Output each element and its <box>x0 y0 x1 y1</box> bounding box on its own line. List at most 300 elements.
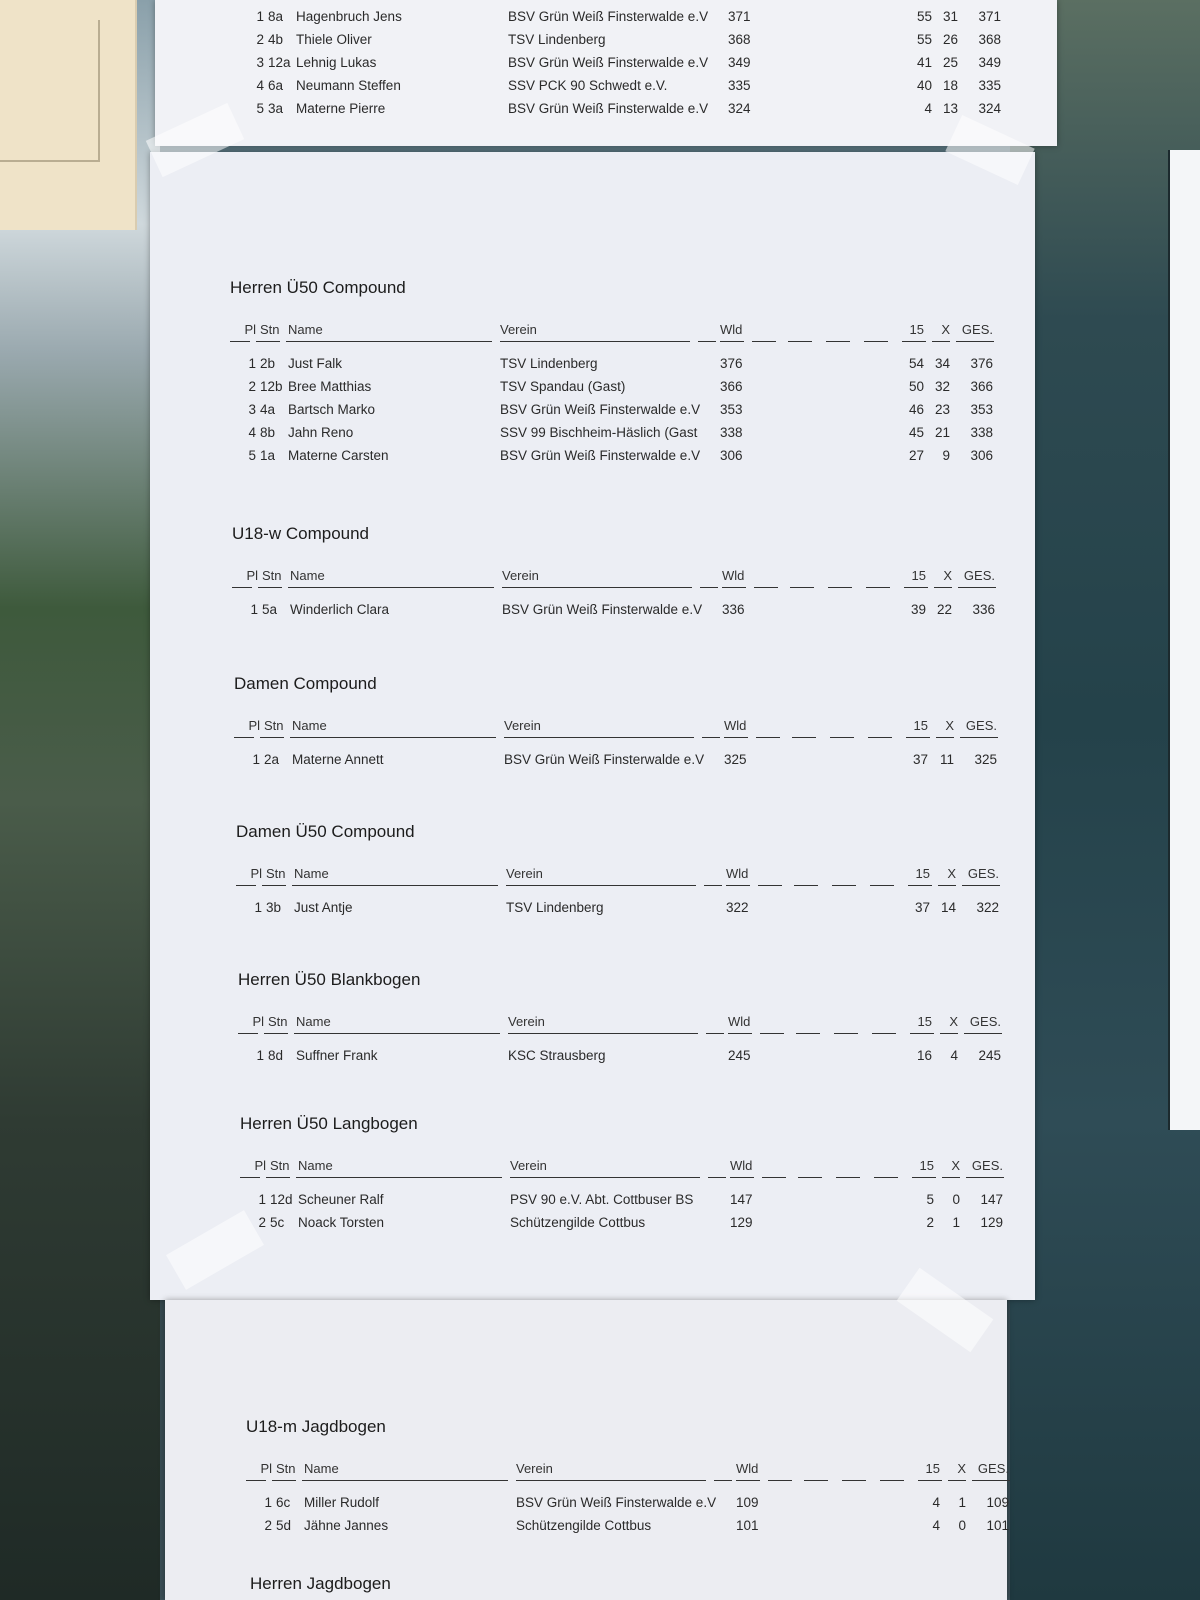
column-header-pl: Pl <box>246 568 258 583</box>
section-row-x: 34 <box>934 356 950 371</box>
section-row-verein: TSV Lindenberg <box>500 356 598 371</box>
header-underline <box>790 587 814 588</box>
section-row-x: 0 <box>958 1518 966 1533</box>
header-underline <box>788 341 812 342</box>
column-header-name: Name <box>304 1461 339 1476</box>
header-underline <box>736 1480 760 1481</box>
top-row-4-pl: 4 <box>256 78 264 93</box>
section-row-wid: 338 <box>720 425 743 440</box>
section-row-stn: 4a <box>260 402 276 417</box>
column-header-stn: Stn <box>266 866 286 881</box>
section-row-pl: 2 <box>248 379 256 394</box>
column-header-ges: GES. <box>961 322 993 337</box>
column-header-c15: 15 <box>925 1461 940 1476</box>
column-header-stn: Stn <box>264 718 284 733</box>
header-underline <box>756 737 780 738</box>
top-row-4-name: Neumann Steffen <box>296 78 401 93</box>
header-underline <box>256 341 280 342</box>
header-underline <box>730 1177 754 1178</box>
column-header-c15: 15 <box>917 1014 932 1029</box>
header-underline <box>768 1480 792 1481</box>
header-underline <box>942 1177 960 1178</box>
top-row-4-verein: SSV PCK 90 Schwedt e.V. <box>508 78 668 93</box>
top-row-1-c15: 55 <box>916 9 932 24</box>
column-header-verein: Verein <box>508 1014 545 1029</box>
column-header-c15: 15 <box>909 322 924 337</box>
section-row-x: 21 <box>934 425 950 440</box>
header-underline <box>912 1177 936 1178</box>
section-row-stn: 2b <box>260 356 276 371</box>
section-row-verein: BSV Grün Weiß Finsterwalde e.V <box>504 752 705 767</box>
top-row-1-pl: 1 <box>256 9 264 24</box>
top-row-2-verein: TSV Lindenberg <box>508 32 606 47</box>
header-underline <box>262 885 286 886</box>
header-underline <box>826 341 850 342</box>
column-header-c15: 15 <box>913 718 928 733</box>
column-header-ges: GES. <box>977 1461 1009 1476</box>
header-underline <box>834 1033 858 1034</box>
header-underline <box>728 1033 752 1034</box>
header-underline <box>722 587 746 588</box>
header-underline <box>964 1033 1002 1034</box>
section-row-verein: BSV Grün Weiß Finsterwalde e.V <box>516 1495 717 1510</box>
top-row-1-name: Hagenbruch Jens <box>296 9 402 24</box>
section-row-pl: 1 <box>258 1192 266 1207</box>
section-title: Herren Ü50 Langbogen <box>240 1114 418 1133</box>
header-underline <box>292 885 498 886</box>
header-underline <box>958 587 996 588</box>
header-underline <box>828 587 852 588</box>
top-row-2-wid: 368 <box>728 32 751 47</box>
header-underline <box>932 341 950 342</box>
header-underline <box>868 737 892 738</box>
top-row-4-ges: 335 <box>978 78 1001 93</box>
section-row-name: Bree Matthias <box>288 379 372 394</box>
section-row-ges: 129 <box>980 1215 1003 1230</box>
section-row-wid: 129 <box>730 1215 753 1230</box>
section-row-c15: 39 <box>910 602 926 617</box>
section-row-ges: 109 <box>986 1495 1009 1510</box>
header-underline <box>502 587 692 588</box>
header-underline <box>724 737 748 738</box>
section-row-stn: 6c <box>276 1495 291 1510</box>
section-row-pl: 1 <box>254 900 262 915</box>
section-row-x: 32 <box>934 379 950 394</box>
section-row-name: Winderlich Clara <box>290 602 390 617</box>
column-header-pl: Pl <box>260 1461 272 1476</box>
section-row-c15: 46 <box>908 402 924 417</box>
header-underline <box>246 1480 266 1481</box>
header-underline <box>962 885 1000 886</box>
column-header-x: X <box>941 322 950 337</box>
column-header-verein: Verein <box>504 718 541 733</box>
header-underline <box>234 737 254 738</box>
section-row-name: Materne Carsten <box>288 448 389 463</box>
top-row-3-name: Lehnig Lukas <box>296 55 377 70</box>
section-row-verein: KSC Strausberg <box>508 1048 606 1063</box>
top-row-5-name: Materne Pierre <box>296 101 386 116</box>
section-row-pl: 2 <box>258 1215 266 1230</box>
section-row-pl: 1 <box>256 1048 264 1063</box>
section-row-x: 9 <box>942 448 950 463</box>
header-underline <box>264 1033 288 1034</box>
column-header-name: Name <box>294 866 329 881</box>
section-row-ges: 336 <box>972 602 995 617</box>
top-row-3-pl: 3 <box>256 55 264 70</box>
column-header-c15: 15 <box>915 866 930 881</box>
header-underline <box>940 1033 958 1034</box>
section-row-verein: SSV 99 Bischheim-Häslich (Gast <box>500 425 698 440</box>
header-underline <box>516 1480 706 1481</box>
column-header-stn: Stn <box>270 1158 290 1173</box>
header-underline <box>230 341 250 342</box>
header-underline <box>302 1480 508 1481</box>
column-header-pl: Pl <box>254 1158 266 1173</box>
header-underline <box>906 737 930 738</box>
top-row-1-x: 31 <box>942 9 958 24</box>
top-row-4-x: 18 <box>942 78 958 93</box>
column-header-pl: Pl <box>248 718 260 733</box>
section-row-wid: 376 <box>720 356 743 371</box>
section-row-stn: 12b <box>260 379 283 394</box>
header-underline <box>872 1033 896 1034</box>
section-row-name: Suffner Frank <box>296 1048 378 1063</box>
header-underline <box>836 1177 860 1178</box>
header-underline <box>286 341 492 342</box>
column-header-pl: Pl <box>244 322 256 337</box>
header-underline <box>798 1177 822 1178</box>
column-header-verein: Verein <box>516 1461 553 1476</box>
top-row-2-x: 26 <box>942 32 958 47</box>
section-row-stn: 1a <box>260 448 276 463</box>
section-row-stn: 8b <box>260 425 276 440</box>
section-row-c15: 50 <box>908 379 924 394</box>
top-row-3-stn: 12a <box>268 55 291 70</box>
header-underline <box>504 737 694 738</box>
header-underline <box>266 1177 290 1178</box>
section-row-ges: 101 <box>986 1518 1009 1533</box>
header-underline <box>698 341 716 342</box>
header-underline <box>874 1177 898 1178</box>
column-header-ges: GES. <box>963 568 995 583</box>
section-row-stn: 12d <box>270 1192 293 1207</box>
section-row-x: 11 <box>939 752 954 767</box>
top-row-3-verein: BSV Grün Weiß Finsterwalde e.V <box>508 55 709 70</box>
column-header-ges: GES. <box>965 718 997 733</box>
section-row-x: 14 <box>940 900 956 915</box>
section-row-verein: Schützengilde Cottbus <box>516 1518 652 1533</box>
header-underline <box>918 1480 942 1481</box>
section-row-name: Just Antje <box>294 900 353 915</box>
header-underline <box>508 1033 698 1034</box>
column-header-name: Name <box>290 568 325 583</box>
section-title: Damen Compound <box>234 674 377 693</box>
section-row-ges: 338 <box>970 425 993 440</box>
section-row-pl: 3 <box>248 402 256 417</box>
header-underline <box>908 885 932 886</box>
section-row-verein: BSV Grün Weiß Finsterwalde e.V <box>500 448 701 463</box>
header-underline <box>910 1033 934 1034</box>
top-row-1-ges: 371 <box>978 9 1001 24</box>
column-header-wid: Wld <box>730 1158 753 1173</box>
column-header-x: X <box>951 1158 960 1173</box>
header-underline <box>758 885 782 886</box>
header-underline <box>752 341 776 342</box>
section-row-ges: 353 <box>970 402 993 417</box>
section-row-ges: 325 <box>974 752 997 767</box>
section-row-wid: 306 <box>720 448 743 463</box>
top-row-2-pl: 2 <box>256 32 264 47</box>
top-row-1-stn: 8a <box>268 9 284 24</box>
header-underline <box>804 1480 828 1481</box>
column-header-verein: Verein <box>510 1158 547 1173</box>
header-underline <box>934 587 952 588</box>
top-row-5-verein: BSV Grün Weiß Finsterwalde e.V <box>508 101 709 116</box>
section-row-stn: 8d <box>268 1048 284 1063</box>
section-row-verein: TSV Lindenberg <box>506 900 604 915</box>
section-row-ges: 147 <box>980 1192 1003 1207</box>
header-underline <box>842 1480 866 1481</box>
section-row-x: 22 <box>936 602 952 617</box>
section-row-c15: 16 <box>916 1048 932 1063</box>
section-title: U18-w Compound <box>232 524 370 543</box>
header-underline <box>272 1480 296 1481</box>
column-header-x: X <box>949 1014 958 1029</box>
top-row-5-ges: 324 <box>978 101 1001 116</box>
section-title: Herren Ü50 Compound <box>230 278 406 297</box>
section-row-wid: 322 <box>726 900 749 915</box>
section-row-c15: 4 <box>932 1495 940 1510</box>
section-row-c15: 37 <box>912 752 928 767</box>
column-header-wid: Wld <box>726 866 749 881</box>
top-row-3-x: 25 <box>942 55 958 70</box>
column-header-wid: Wld <box>720 322 743 337</box>
header-underline <box>238 1033 258 1034</box>
column-header-ges: GES. <box>967 866 999 881</box>
section-row-wid: 366 <box>720 379 743 394</box>
column-header-ges: GES. <box>971 1158 1003 1173</box>
header-underline <box>708 1177 726 1178</box>
section-row-pl: 1 <box>248 356 256 371</box>
header-underline <box>870 885 894 886</box>
header-underline <box>700 587 718 588</box>
header-underline <box>500 341 690 342</box>
section-row-pl: 2 <box>264 1518 272 1533</box>
section-row-name: Materne Annett <box>292 752 384 767</box>
top-row-4-c15: 40 <box>916 78 932 93</box>
section-title: Damen Ü50 Compound <box>236 822 415 841</box>
column-header-ges: GES. <box>969 1014 1001 1029</box>
section-row-name: Bartsch Marko <box>288 402 376 417</box>
column-header-name: Name <box>298 1158 333 1173</box>
header-underline <box>960 737 998 738</box>
header-underline <box>720 341 744 342</box>
column-header-wid: Wld <box>722 568 745 583</box>
top-row-2-name: Thiele Oliver <box>296 32 372 47</box>
column-header-name: Name <box>296 1014 331 1029</box>
section-title: U18-m Jagdbogen <box>246 1417 386 1436</box>
header-underline <box>880 1480 904 1481</box>
section-row-name: Just Falk <box>288 356 343 371</box>
section-row-c15: 4 <box>932 1518 940 1533</box>
section-row-verein: PSV 90 e.V. Abt. Cottbuser BS <box>510 1192 694 1207</box>
section-row-c15: 45 <box>908 425 924 440</box>
header-underline <box>260 737 284 738</box>
header-underline <box>866 587 890 588</box>
column-header-pl: Pl <box>252 1014 264 1029</box>
header-underline <box>936 737 954 738</box>
section-row-wid: 353 <box>720 402 743 417</box>
header-underline <box>754 587 778 588</box>
header-underline <box>762 1177 786 1178</box>
column-header-stn: Stn <box>276 1461 296 1476</box>
column-header-x: X <box>957 1461 966 1476</box>
header-underline <box>792 737 816 738</box>
header-underline <box>236 885 256 886</box>
section-row-c15: 27 <box>908 448 924 463</box>
top-row-3-c15: 41 <box>916 55 932 70</box>
section-row-pl: 5 <box>248 448 256 463</box>
section-row-ges: 366 <box>970 379 993 394</box>
section-row-verein: Schützengilde Cottbus <box>510 1215 646 1230</box>
section-row-name: Jahn Reno <box>288 425 354 440</box>
section-row-x: 4 <box>950 1048 958 1063</box>
column-header-stn: Stn <box>260 322 280 337</box>
top-row-4-stn: 6a <box>268 78 284 93</box>
column-header-verein: Verein <box>506 866 543 881</box>
header-underline <box>294 1033 500 1034</box>
top-row-2-ges: 368 <box>978 32 1001 47</box>
section-row-c15: 2 <box>926 1215 934 1230</box>
column-header-name: Name <box>292 718 327 733</box>
header-underline <box>796 1033 820 1034</box>
section-row-c15: 37 <box>914 900 930 915</box>
background-notice <box>0 0 137 230</box>
column-header-x: X <box>947 866 956 881</box>
header-underline <box>240 1177 260 1178</box>
header-underline <box>510 1177 700 1178</box>
section-row-ges: 322 <box>976 900 999 915</box>
section-row-wid: 325 <box>724 752 747 767</box>
top-row-4-wid: 335 <box>728 78 751 93</box>
column-header-c15: 15 <box>919 1158 934 1173</box>
section-row-stn: 3b <box>266 900 282 915</box>
section-row-c15: 54 <box>908 356 924 371</box>
column-header-x: X <box>943 568 952 583</box>
header-underline <box>956 341 994 342</box>
section-row-verein: TSV Spandau (Gast) <box>500 379 626 394</box>
section-row-wid: 101 <box>736 1518 759 1533</box>
section-title: Herren Jagdbogen <box>250 1574 391 1593</box>
window-frame <box>1168 150 1200 1130</box>
column-header-c15: 15 <box>911 568 926 583</box>
section-row-pl: 1 <box>264 1495 272 1510</box>
header-underline <box>232 587 252 588</box>
section-row-x: 23 <box>934 402 950 417</box>
header-underline <box>726 885 750 886</box>
top-row-3-wid: 349 <box>728 55 751 70</box>
section-row-x: 0 <box>952 1192 960 1207</box>
section-row-c15: 5 <box>926 1192 934 1207</box>
header-underline <box>702 737 720 738</box>
top-row-1-wid: 371 <box>728 9 751 24</box>
header-underline <box>506 885 696 886</box>
header-underline <box>258 587 282 588</box>
header-underline <box>290 737 496 738</box>
window-reflection-left <box>0 0 160 1600</box>
section-row-pl: 1 <box>252 752 260 767</box>
header-underline <box>296 1177 502 1178</box>
section-row-pl: 4 <box>248 425 256 440</box>
header-underline <box>966 1177 1004 1178</box>
top-row-5-pl: 5 <box>256 101 264 116</box>
header-underline <box>288 587 494 588</box>
section-row-name: Scheuner Ralf <box>298 1192 384 1207</box>
section-row-ges: 245 <box>978 1048 1001 1063</box>
column-header-wid: Wld <box>724 718 747 733</box>
top-row-5-wid: 324 <box>728 101 751 116</box>
header-underline <box>706 1033 724 1034</box>
section-row-wid: 109 <box>736 1495 759 1510</box>
section-row-name: Jähne Jannes <box>304 1518 389 1533</box>
column-header-name: Name <box>288 322 323 337</box>
section-row-stn: 5a <box>262 602 278 617</box>
top-row-3-ges: 349 <box>978 55 1001 70</box>
column-header-stn: Stn <box>262 568 282 583</box>
section-row-wid: 336 <box>722 602 745 617</box>
header-underline <box>830 737 854 738</box>
header-underline <box>832 885 856 886</box>
header-underline <box>948 1480 966 1481</box>
section-row-stn: 5d <box>276 1518 292 1533</box>
header-underline <box>714 1480 732 1481</box>
section-row-x: 1 <box>952 1215 960 1230</box>
column-header-x: X <box>945 718 954 733</box>
section-row-wid: 147 <box>730 1192 753 1207</box>
top-row-2-stn: 4b <box>268 32 284 47</box>
section-row-verein: BSV Grün Weiß Finsterwalde e.V <box>502 602 703 617</box>
section-title: Herren Ü50 Blankbogen <box>238 970 421 989</box>
section-row-name: Noack Torsten <box>298 1215 385 1230</box>
section-row-stn: 5c <box>270 1215 285 1230</box>
column-header-verein: Verein <box>502 568 539 583</box>
column-header-wid: Wld <box>736 1461 759 1476</box>
top-row-2-c15: 55 <box>916 32 932 47</box>
section-row-x: 1 <box>958 1495 966 1510</box>
column-header-pl: Pl <box>250 866 262 881</box>
section-row-stn: 2a <box>264 752 280 767</box>
section-row-verein: BSV Grün Weiß Finsterwalde e.V <box>500 402 701 417</box>
section-row-pl: 1 <box>250 602 258 617</box>
top-row-5-stn: 3a <box>268 101 284 116</box>
header-underline <box>794 885 818 886</box>
header-underline <box>972 1480 1010 1481</box>
section-row-ges: 306 <box>970 448 993 463</box>
header-underline <box>902 341 926 342</box>
header-underline <box>904 587 928 588</box>
section-row-wid: 245 <box>728 1048 751 1063</box>
header-underline <box>938 885 956 886</box>
column-header-stn: Stn <box>268 1014 288 1029</box>
top-row-5-x: 13 <box>942 101 958 116</box>
section-row-ges: 376 <box>970 356 993 371</box>
result-sheet-bottom <box>165 1300 1007 1600</box>
column-header-wid: Wld <box>728 1014 751 1029</box>
column-header-verein: Verein <box>500 322 537 337</box>
header-underline <box>704 885 722 886</box>
top-row-5-c15: 4 <box>924 101 932 116</box>
top-row-1-verein: BSV Grün Weiß Finsterwalde e.V <box>508 9 709 24</box>
